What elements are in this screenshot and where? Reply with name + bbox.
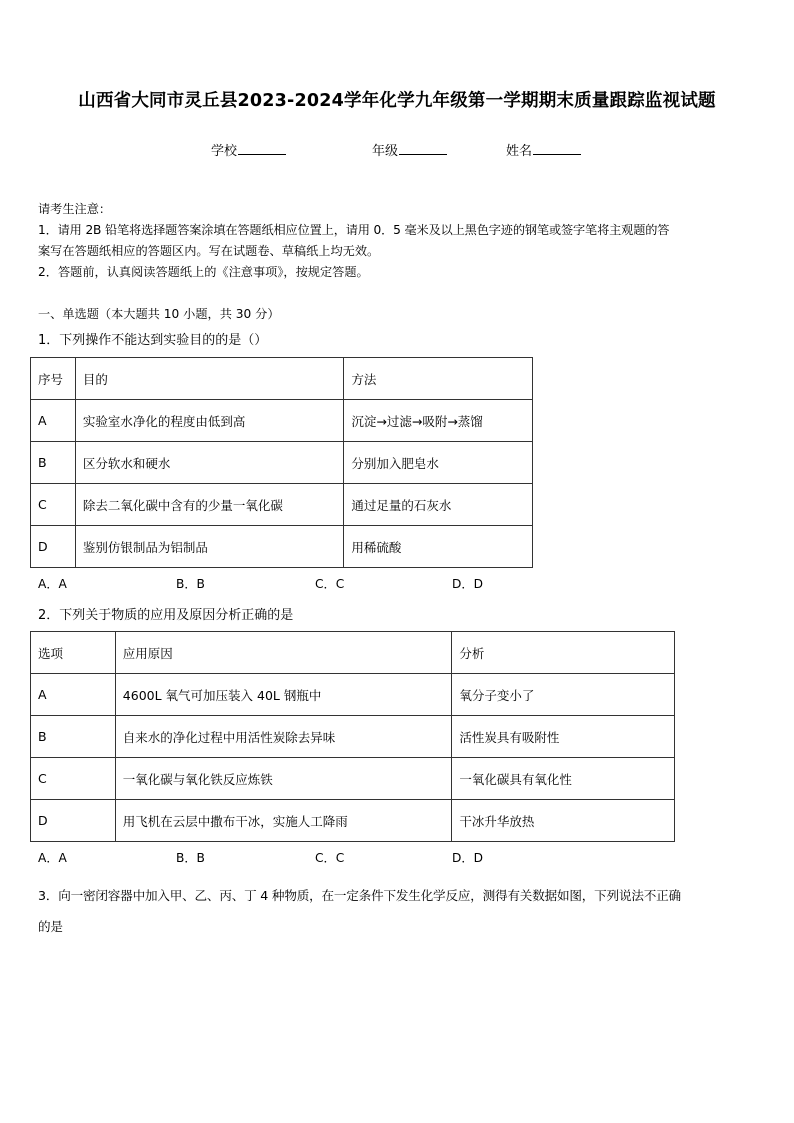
table-cell: 区分软水和硬水 (75, 442, 344, 484)
table-cell: B (31, 716, 116, 758)
table-cell: 实验室水净化的程度由低到高 (75, 400, 344, 442)
table-header-cell: 应用原因 (115, 632, 452, 674)
page-title: 山西省大同市灵丘县2023-2024学年化学九年级第一学期期末质量跟踪监视试题 (78, 91, 716, 111)
table-cell: 沉淀→过滤→吸附→蒸馏 (344, 400, 533, 442)
table-cell: 活性炭具有吸附性 (452, 716, 675, 758)
table-header-cell: 序号 (31, 358, 76, 400)
q3-stem-line2: 的是 (38, 919, 63, 934)
table-header-row (31, 358, 533, 400)
table-cell: B (31, 442, 76, 484)
table-row (31, 674, 675, 716)
table-header-cell: 分析 (452, 632, 675, 674)
option-b[interactable]: B．B (176, 577, 205, 591)
table-cell: C (31, 758, 116, 800)
name-field[interactable] (506, 140, 581, 159)
table-cell: 用飞机在云层中撒布干冰，实施人工降雨 (115, 800, 452, 842)
table-cell: 通过足量的石灰水 (344, 484, 533, 526)
q2-stem: 2．下列关于物质的应用及原因分析正确的是 (38, 608, 294, 623)
q1-stem: 1．下列操作不能达到实验目的的是（） (38, 333, 268, 348)
q2-table (30, 631, 675, 842)
notice-item1-line1: 1．请用 2B 铅笔将选择题答案涂填在答题纸相应位置上，请用 0．5 毫米及以上黑色字迹的钢笔或签字笔将主观题的答 (38, 223, 670, 237)
section-heading: 一、单选题（本大题共 10 小题，共 30 分） (38, 307, 280, 321)
school-label: 学校 (211, 144, 238, 159)
table-header-row (31, 632, 675, 674)
option-c[interactable]: C．C (315, 577, 345, 591)
notice-item1-line2: 案写在答题纸相应的答题区内。写在试题卷、草稿纸上均无效。 (38, 244, 380, 258)
table-cell: 用稀硫酸 (344, 526, 533, 568)
table-cell: A (31, 400, 76, 442)
q1-table (30, 357, 533, 568)
q3-stem (38, 880, 681, 942)
table-cell: 一氧化碳与氧化铁反应炼铁 (115, 758, 452, 800)
table-cell: 分别加入肥皂水 (344, 442, 533, 484)
option-c[interactable]: C．C (315, 851, 345, 865)
notice-heading: 请考生注意： (38, 202, 112, 216)
table-header-cell: 目的 (75, 358, 344, 400)
option-d[interactable]: D．D (452, 577, 483, 591)
table-row (31, 484, 533, 526)
notice-item2: 2．答题前，认真阅读答题纸上的《注意事项》，按规定答题。 (38, 265, 369, 279)
q1-options (0, 575, 794, 595)
grade-blank[interactable] (399, 142, 447, 155)
name-label: 姓名 (506, 144, 533, 159)
option-d[interactable]: D．D (452, 851, 483, 865)
grade-label: 年级 (372, 144, 399, 159)
table-row (31, 526, 533, 568)
table-cell: 干冰升华放热 (452, 800, 675, 842)
grade-field[interactable] (372, 140, 447, 159)
school-field[interactable] (211, 140, 286, 159)
table-row (31, 400, 533, 442)
table-row (31, 716, 675, 758)
table-cell: 鉴别仿银制品为铝制品 (75, 526, 344, 568)
q2-options (0, 849, 794, 869)
option-a[interactable]: A．A (38, 577, 67, 591)
table-cell: 自来水的净化过程中用活性炭除去异味 (115, 716, 452, 758)
name-blank[interactable] (533, 142, 581, 155)
table-cell: 一氧化碳具有氧化性 (452, 758, 675, 800)
option-a[interactable]: A．A (38, 851, 67, 865)
table-row (31, 800, 675, 842)
table-cell: D (31, 800, 116, 842)
table-cell: D (31, 526, 76, 568)
school-blank[interactable] (238, 142, 286, 155)
table-cell: A (31, 674, 116, 716)
q3-stem-line1: 3．向一密闭容器中加入甲、乙、丙、丁 4 种物质，在一定条件下发生化学反应，测得有关数据如图，下列说法不正确 (38, 888, 681, 903)
table-cell: C (31, 484, 76, 526)
table-header-cell: 选项 (31, 632, 116, 674)
table-row (31, 442, 533, 484)
table-cell: 除去二氧化碳中含有的少量一氧化碳 (75, 484, 344, 526)
table-row (31, 758, 675, 800)
table-header-cell: 方法 (344, 358, 533, 400)
notice-block (38, 199, 760, 283)
table-cell: 4600L 氧气可加压装入 40L 钢瓶中 (115, 674, 452, 716)
option-b[interactable]: B．B (176, 851, 205, 865)
table-cell: 氧分子变小了 (452, 674, 675, 716)
